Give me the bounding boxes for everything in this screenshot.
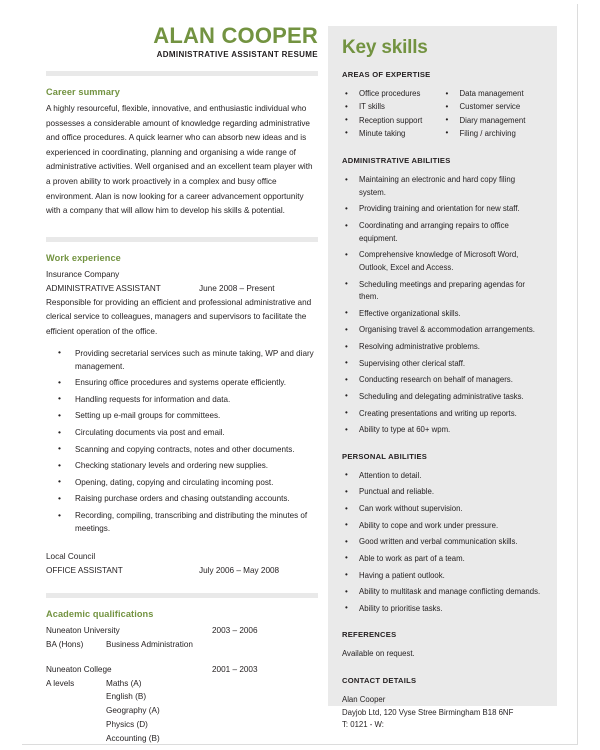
job-title-row [46, 282, 318, 296]
academic-qualifications-section [46, 609, 318, 747]
list-item: • Customer service [443, 101, 544, 112]
list-item: • Ability to multitask and manage conflicting demands. [342, 586, 543, 599]
list-item: • Opening, dating, copying and circulating incoming post. [46, 476, 318, 489]
education-entry [46, 663, 318, 747]
areas-of-expertise-section [342, 70, 543, 141]
job-title-row [46, 564, 318, 578]
list-item: • IT skills [342, 101, 443, 112]
list-item: • Scheduling and delegating administrative tasks. [342, 391, 543, 404]
list-item: • Circulating documents via post and email. [46, 426, 318, 439]
job-duties-list [46, 347, 318, 536]
job-summary: Responsible for providing an efficient and professional administrative and clerical service to colleagues, managers and supervisors to facilitate the efficient operation of the office. [46, 297, 312, 336]
contact-details-section [342, 676, 543, 732]
education-qualification-row [46, 677, 318, 691]
personal-abilities-list [342, 470, 543, 616]
list-item: • Setting up e-mail groups for committees. [46, 409, 318, 422]
list-item: • Creating presentations and writing up reports. [342, 408, 543, 421]
resume-subtitle: ADMINISTRATIVE ASSISTANT RESUME [156, 50, 318, 60]
job-title: ADMINISTRATIVE ASSISTANT [46, 283, 161, 293]
expertise-list-right [443, 88, 544, 141]
education-institution-row [46, 663, 318, 677]
education-qualification-label: BA (Hons) [46, 639, 84, 649]
list-item: • Raising purchase orders and chasing outstanding accounts. [46, 492, 318, 505]
list-item: • Ability to type at 60+ wpm. [342, 424, 543, 437]
career-summary-heading: Career summary [46, 87, 120, 98]
contact-address: Dayjob Ltd, 120 Vyse Stree Birmingham B18 6NF [342, 707, 514, 717]
education-qualification-value: Maths (A) [106, 678, 142, 688]
areas-of-expertise-heading: AREAS OF EXPERTISE [342, 70, 431, 79]
personal-abilities-section [342, 452, 543, 616]
list-item: • Conducting research on behalf of managers. [342, 374, 543, 387]
references-text: Available on request. [342, 649, 415, 659]
references-heading: REFERENCES [342, 630, 397, 640]
career-summary-section [46, 87, 318, 219]
administrative-abilities-list [342, 174, 543, 437]
list-item: • Office procedures [342, 88, 443, 99]
job-entry [46, 268, 318, 535]
list-item: • Having a patient outlook. [342, 570, 543, 583]
list-item: • Punctual and reliable. [342, 486, 543, 499]
job-employer: Insurance Company [46, 269, 120, 279]
list-item: • Reception support [342, 115, 443, 126]
list-item: • Ensuring office procedures and systems operate efficiently. [46, 376, 318, 389]
contact-details-heading: CONTACT DETAILS [342, 676, 417, 686]
list-item: • Maintaining an electronic and hard copy filing system. [342, 174, 543, 199]
list-item: • Resolving administrative problems. [342, 341, 543, 354]
education-dates: 2001 – 2003 [212, 664, 258, 674]
list-item: • Ability to prioritise tasks. [342, 603, 543, 616]
education-institution: Nuneaton University [46, 625, 120, 635]
list-item: • Recording, compiling, transcribing and distributing the minutes of meetings. [46, 509, 318, 535]
job-title: OFFICE ASSISTANT [46, 565, 123, 575]
education-institution: Nuneaton College [46, 664, 112, 674]
education-institution-row [46, 624, 318, 638]
list-item: • Ability to cope and work under pressure. [342, 520, 543, 533]
job-entry [46, 550, 318, 578]
personal-abilities-heading: PERSONAL ABILITIES [342, 451, 428, 461]
list-item: • Filing / archiving [443, 128, 544, 139]
education-entry [46, 624, 318, 652]
career-summary-text: A highly resourceful, flexible, innovative, and enthusiastic individual who possesses a considerable amount of knowledge regarding administrative and office procedures. A quick learner who can absorb new ideas and is experienced in coordinating, planning and organising a wide range of administrative activities. Well organised and an excellent team player with a proven ability to work proactively in a complex and busy office environment. Alan is now looking for a career advancement opportunity with a company that will allow him to develop his skills & potential. [46, 104, 313, 216]
list-item: • Attention to detail. [342, 470, 543, 483]
education-qualification-value: Business Administration [106, 639, 193, 649]
education-dates: 2003 – 2006 [212, 625, 258, 635]
list-item: • Able to work as part of a team. [342, 553, 543, 566]
references-section [342, 630, 543, 661]
list-item: • Organising travel & accommodation arrangements. [342, 324, 543, 337]
contact-name: Alan Cooper [342, 695, 386, 705]
list-item: • Handling requests for information and data. [46, 393, 318, 406]
education-subject: Geography (A) [106, 706, 160, 716]
education-qualification-row [46, 638, 318, 652]
job-employer: Local Council [46, 551, 96, 561]
job-dates: June 2008 – Present [199, 283, 275, 293]
contact-phone-web: T: 0121 - W: [342, 720, 384, 730]
list-item: • Scheduling meetings and preparing agendas for them. [342, 279, 543, 304]
list-item: • Scanning and copying contracts, notes and other documents. [46, 443, 318, 456]
divider [46, 237, 318, 242]
list-item: • Data management [443, 88, 544, 99]
administrative-abilities-heading: ADMINISTRATIVE ABILITIES [342, 156, 451, 166]
list-item: • Coordinating and arranging repairs to office equipment. [342, 220, 543, 245]
list-item: • Providing training and orientation for new staff. [342, 203, 543, 216]
list-item: • Effective organizational skills. [342, 308, 543, 321]
list-item: • Good written and verbal communication skills. [342, 536, 543, 549]
list-item: • Supervising other clerical staff. [342, 358, 543, 371]
administrative-abilities-section [342, 156, 543, 437]
list-item: • Diary management [443, 115, 544, 126]
education-qualification-label: A levels [46, 678, 75, 688]
expertise-list-left [342, 88, 443, 141]
work-experience-section [46, 253, 318, 578]
job-dates: July 2006 – May 2008 [199, 565, 280, 575]
list-item: • Comprehensive knowledge of Microsoft Word, Outlook, Excel and Access. [342, 249, 543, 274]
list-item: • Minute taking [342, 128, 443, 139]
list-item: • Can work without supervision. [342, 503, 543, 516]
left-column [46, 24, 318, 746]
key-skills-title: Key skills [342, 37, 428, 58]
key-skills-panel [328, 26, 557, 730]
resume-page [22, 4, 578, 745]
list-item: • Providing secretarial services such as minute taking, WP and diary management. [46, 347, 318, 373]
education-subject: Physics (D) [106, 720, 148, 730]
education-subject: Accounting (B) [106, 734, 160, 744]
divider [46, 71, 318, 76]
page-title: ALAN COOPER [153, 23, 318, 48]
education-subject: English (B) [106, 692, 147, 702]
work-experience-heading: Work experience [46, 252, 121, 263]
divider [46, 593, 318, 598]
list-item: • Checking stationary levels and ordering new supplies. [46, 459, 318, 472]
academic-qualifications-heading: Academic qualifications [46, 608, 154, 619]
